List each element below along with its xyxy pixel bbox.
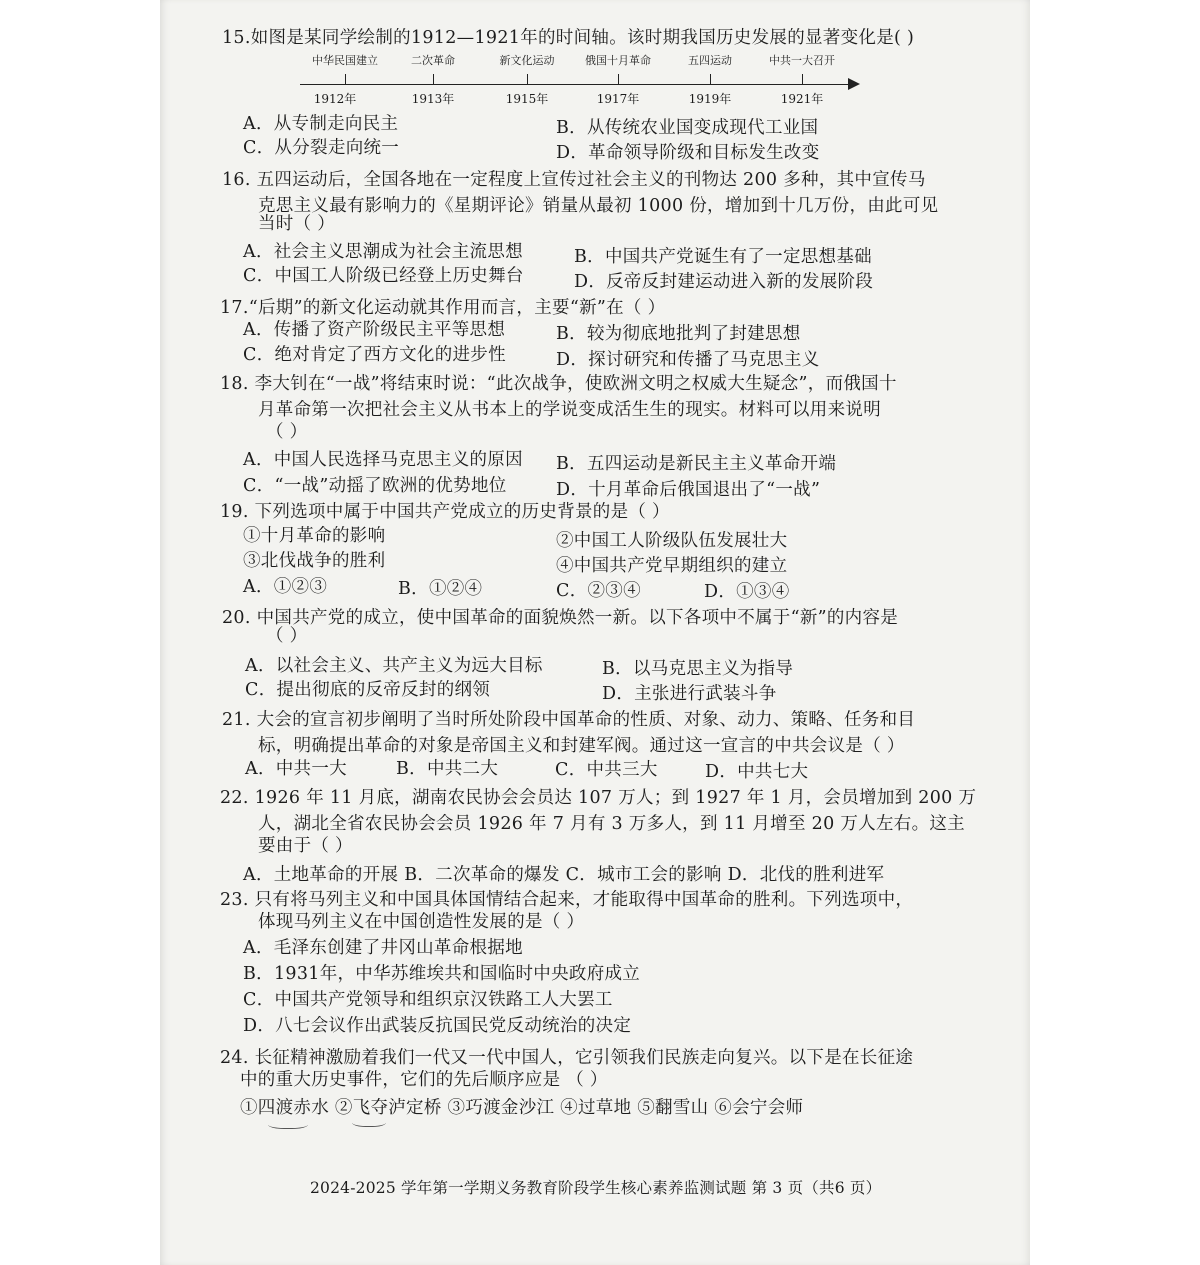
q20-stem-line2: （ ） — [266, 626, 308, 646]
timeline-tick — [802, 74, 803, 84]
q19-option-d: D．①③④ — [704, 582, 790, 602]
q23-option-d: D．八七会议作出武装反抗国民党反动统治的决定 — [243, 1016, 632, 1036]
q16-stem-line1: 16. 五四运动后，全国各地在一定程度上宣传过社会主义的刊物达 200 多种，其中宣传马 — [222, 170, 926, 190]
q20-option-d: D．主张进行武装斗争 — [602, 684, 777, 704]
q18-stem-line1: 18. 李大钊在“一战”将结束时说：“此次战争，使欧洲文明之权威大生疑念”，而俄国十 — [220, 374, 897, 394]
q16-option-a: A．社会主义思潮成为社会主流思想 — [243, 242, 523, 262]
q23-option-b: B．1931年，中华苏维埃共和国临时中央政府成立 — [243, 964, 641, 984]
q16-stem-line3: 当时（ ） — [258, 214, 336, 234]
pencil-mark — [352, 1116, 386, 1127]
timeline-tick — [710, 74, 711, 84]
q20-option-b: B．以马克思主义为指导 — [602, 659, 794, 679]
q22-stem-line2: 人，湖北全省农民协会会员 1926 年 7 月有 3 万多人，到 11 月增至 20 万人左右。这主 — [258, 814, 965, 834]
timeline-year: 1921年 — [780, 92, 824, 106]
q23-option-c: C．中国共产党领导和组织京汉铁路工人大罢工 — [243, 990, 613, 1010]
page-margin-left — [0, 0, 160, 1265]
q18-option-d: D．十月革命后俄国退出了“一战” — [556, 480, 821, 500]
page-footer: 2024-2025 学年第一学期义务教育阶段学生核心素养监测试题 第 3 页（共6 页） — [310, 1179, 882, 1197]
q21-option-d: D．中共七大 — [705, 762, 809, 782]
q19-item-3: ③北伐战争的胜利 — [243, 551, 386, 571]
q17-option-a: A．传播了资产阶级民主平等思想 — [243, 320, 506, 340]
q23-stem-line1: 23. 只有将马列主义和中国具体国情结合起来，才能取得中国革命的胜利。下列选项中， — [220, 890, 914, 910]
q17-option-b: B．较为彻底地批判了封建思想 — [556, 324, 801, 344]
q15-stem: 15.如图是某同学绘制的1912—1921年的时间轴。该时期我国历史发展的显著变化是( ) — [222, 28, 915, 48]
q18-stem-line3: （ ） — [266, 422, 308, 442]
q24-events: ①四渡赤水 ②飞夺泸定桥 ③巧渡金沙江 ④过草地 ⑤翻雪山 ⑥会宁会师 — [240, 1098, 804, 1118]
timeline-year: 1913年 — [411, 92, 455, 106]
q18-stem-line2: 月革命第一次把社会主义从书本上的学说变成活生生的现实。材料可以用来说明 — [258, 400, 881, 420]
q16-option-c: C．中国工人阶级已经登上历史舞台 — [243, 266, 524, 286]
q20-option-c: C．提出彻底的反帝反封的纲领 — [245, 680, 491, 700]
q21-option-a: A．中共一大 — [245, 759, 347, 779]
q18-option-c: C．“一战”动摇了欧洲的优势地位 — [243, 476, 507, 496]
q17-option-c: C．绝对肯定了西方文化的进步性 — [243, 345, 506, 365]
q24-stem-line1: 24. 长征精神激励着我们一代又一代中国人，它引领我们民族走向复兴。以下是在长征途 — [220, 1048, 914, 1068]
q23-option-a: A．毛泽东创建了井冈山革命根据地 — [243, 938, 523, 958]
q15-option-b: B．从传统农业国变成现代工业国 — [556, 118, 819, 138]
pencil-mark — [268, 1118, 308, 1129]
timeline-year: 1912年 — [313, 92, 357, 106]
page-margin-right — [1030, 0, 1200, 1265]
q24-stem-line2: 中的重大历史事件，它们的先后顺序应是 （ ） — [240, 1070, 608, 1090]
timeline-year: 1915年 — [505, 92, 549, 106]
timeline-year: 1917年 — [596, 92, 640, 106]
q15-timeline — [290, 46, 870, 112]
q19-item-4: ④中国共产党早期组织的建立 — [556, 556, 788, 576]
timeline-tick — [433, 74, 434, 84]
q21-stem-line2: 标，明确提出革命的对象是帝国主义和封建军阀。通过这一宣言的中共会议是（ ） — [258, 736, 905, 756]
q22-options: A．土地革命的开展 B．二次革命的爆发 C．城市工会的影响 D．北伐的胜利进军 — [243, 865, 885, 885]
q19-item-2: ②中国工人阶级队伍发展壮大 — [556, 531, 788, 551]
timeline-event: 中华民国建立 — [312, 54, 378, 67]
q15-option-c: C．从分裂走向统一 — [243, 138, 400, 158]
timeline-event: 俄国十月革命 — [585, 54, 651, 67]
q16-option-d: D．反帝反封建运动进入新的发展阶段 — [574, 272, 874, 292]
q19-stem: 19. 下列选项中属于中国共产党成立的历史背景的是（ ） — [220, 502, 670, 522]
q20-option-a: A．以社会主义、共产主义为远大目标 — [245, 656, 543, 676]
q15-option-d: D．革命领导阶级和目标发生改变 — [556, 143, 820, 163]
q16-option-b: B．中国共产党诞生有了一定思想基础 — [574, 247, 872, 267]
timeline-tick — [345, 74, 346, 84]
q21-stem-line1: 21. 大会的宣言初步阐明了当时所处阶段中国革命的性质、对象、动力、策略、任务和目 — [222, 710, 916, 730]
q18-option-b: B．五四运动是新民主主义革命开端 — [556, 454, 837, 474]
q22-stem-line1: 22. 1926 年 11 月底，湖南农民协会会员达 107 万人；到 1927 年 1 月，会员增加到 200 万 — [220, 788, 977, 808]
q19-option-b: B．①②④ — [398, 579, 483, 599]
timeline-tick — [618, 74, 619, 84]
timeline-event: 中共一大召开 — [769, 54, 835, 67]
q16-stem-line2: 克思主义最有影响力的《星期评论》销量从最初 1000 份，增加到十几万份，由此可见 — [258, 196, 939, 216]
timeline-axis — [300, 84, 850, 85]
q18-option-a: A．中国人民选择马克思主义的原因 — [243, 450, 523, 470]
timeline-event: 二次革命 — [411, 54, 455, 67]
q17-option-d: D．探讨研究和传播了马克思主义 — [556, 350, 820, 370]
q19-item-1: ①十月革命的影响 — [243, 526, 386, 546]
q22-stem-line3: 要由于（ ） — [258, 836, 353, 856]
q19-option-a: A．①②③ — [243, 577, 328, 597]
timeline-event: 五四运动 — [688, 54, 732, 67]
timeline-tick — [527, 74, 528, 84]
q21-option-b: B．中共二大 — [396, 759, 499, 779]
timeline-event: 新文化运动 — [499, 54, 555, 67]
timeline-arrow-icon — [848, 78, 860, 90]
q23-stem-line2: 体现马列主义在中国创造性发展的是（ ） — [258, 912, 585, 932]
q17-stem: 17.“后期”的新文化运动就其作用而言，主要“新”在（ ） — [220, 298, 666, 318]
timeline-year: 1919年 — [688, 92, 732, 106]
q21-option-c: C．中共三大 — [555, 760, 658, 780]
q19-option-c: C．②③④ — [556, 581, 641, 601]
q20-stem-line1: 20. 中国共产党的成立，使中国革命的面貌焕然一新。以下各项中不属于“新”的内容是 — [222, 608, 899, 628]
q15-option-a: A．从专制走向民主 — [243, 114, 399, 134]
